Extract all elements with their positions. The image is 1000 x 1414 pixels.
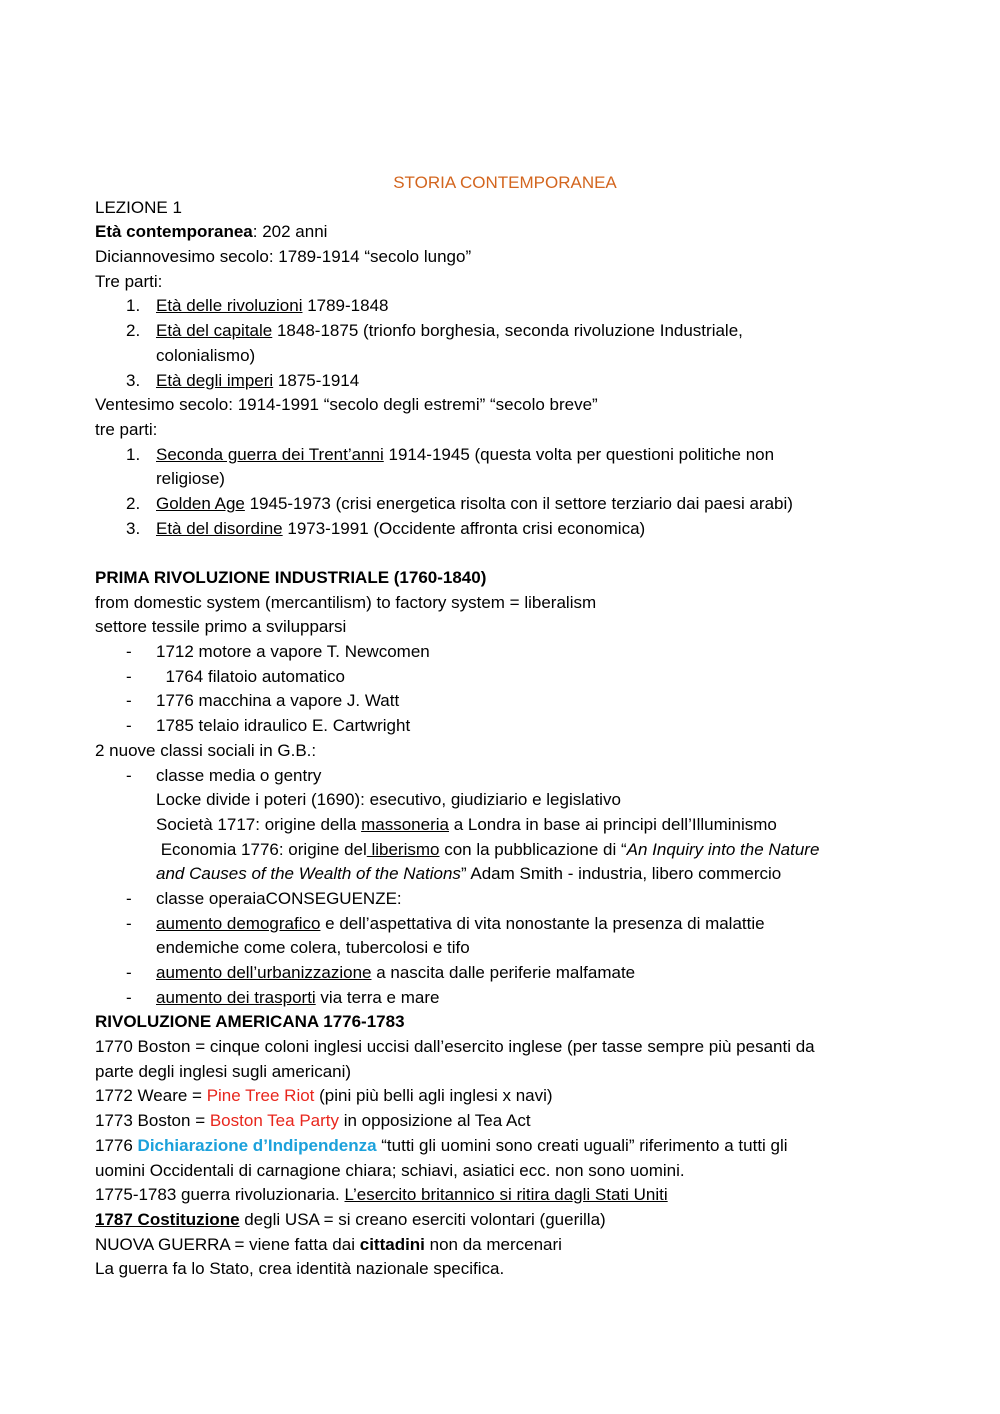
list-item-rest: 1789-1848 [302,296,389,316]
text-span: a Londra in base ai principi dell’Illuminismo [448,814,777,834]
bullet-text: 1776 macchina a vapore J. Watt [156,691,400,711]
bullet-text: e dell’aspettativa di vita nonostante la presenza di malattie [320,913,765,933]
text-span: (pini più belli agli inglesi x navi) [314,1086,553,1106]
bullet-text: a nascita dalle periferie malfamate [371,963,636,982]
text-span: NUOVA GUERRA = viene fatta dai [95,1234,360,1254]
three-parts-label: Tre parti: [95,271,163,291]
list-item [95,492,915,517]
list-number: 3. [126,518,141,538]
bullet-item [95,689,915,714]
dash-marker: - [126,642,132,662]
list-item-underlined: Seconda guerra dei Trent’anni [156,444,384,464]
page-title: STORIA CONTEMPORANEA [393,173,617,192]
dash-marker: - [126,963,132,982]
bold-term: cittadini [359,1234,425,1254]
bullet-text: 1785 telaio idraulico E. Cartwright [156,716,411,736]
underlined-term: L’esercito britannico si ritira dagli Stati Uniti [344,1185,668,1205]
bullet-item [95,665,915,690]
highlight-blue: Dichiarazione d’Indipendenza [137,1135,377,1155]
list-item [95,517,915,542]
twentieth-century-line: Ventesimo secolo: 1914-1991 “secolo degli estremi” “secolo breve” [95,395,598,415]
bold-underlined-term: 1787 Costituzione [95,1209,240,1229]
dash-marker: - [126,888,132,908]
bullet-item [95,640,915,665]
paragraph-line [95,1233,915,1258]
list-item [95,294,915,319]
text-span: Economia 1776: origine del [156,839,367,859]
dash-marker: - [126,691,132,711]
eta-rest: : 202 anni [252,222,328,242]
paragraph-line: La guerra fa lo Stato, crea identità nazionale specifica. [95,1259,505,1279]
bullet-continuation [95,838,915,863]
list-item [95,443,915,468]
list-item-rest: 1973-1991 (Occidente affronta crisi economica) [282,518,646,538]
list-item-underlined: Età delle rivoluzioni [156,296,303,316]
highlight-red: Pine Tree Riot [206,1086,315,1106]
bullet-continuation [95,813,915,838]
bullet-item [95,764,915,789]
three-parts-label: tre parti: [95,419,158,439]
lesson-heading: LEZIONE 1 [95,197,182,217]
text-span: 1772 Weare = [95,1086,207,1106]
bullet-text: classe operaiaCONSEGUENZE: [156,888,402,908]
list-number: 2. [126,321,141,341]
dash-marker: - [126,666,132,686]
nineteenth-century-line: Diciannovesimo secolo: 1789-1914 “secolo lungo” [95,247,472,267]
list-item-continuation: colonialismo) [156,345,256,365]
bullet-text: via terra e mare [315,987,440,1007]
bullet-text: 1712 motore a vapore T. Newcomen [156,642,430,662]
text-span: con la pubblicazione di “ [439,839,627,859]
dash-marker: - [126,913,132,933]
underlined-term: aumento dell’urbanizzazione [156,963,372,982]
bullet-item [95,912,915,937]
bullet-text: 1764 filatoio automatico [156,666,346,686]
paragraph-line [95,1134,915,1159]
text-span: Società 1717: origine della [156,814,362,834]
eta-label: Età contemporanea [95,222,253,242]
text-span: “tutti gli uomini sono creati uguali” riferimento a tutti gli [376,1135,788,1155]
text-span: 1776 [95,1135,138,1155]
bullet-item [95,887,915,912]
list-item-underlined: Età degli imperi [156,370,274,390]
bullet-text: classe media o gentry [156,765,322,785]
dash-marker: - [126,716,132,736]
bullet-continuation: endemiche come colera, tubercolosi e tifo [156,938,470,958]
text-span: ” Adam Smith - industria, libero commercio [460,864,782,884]
text-span: non da mercenari [424,1234,562,1254]
list-item-rest: 1914-1945 (questa volta per questioni politiche non [383,444,775,464]
list-item-rest: 1945-1973 (crisi energetica risolta con il settore terziario dai paesi arabi) [244,493,793,513]
bullet-item [95,986,915,1011]
eta-line [95,220,915,245]
paragraph-line [95,1084,915,1109]
section-heading-american: RIVOLUZIONE AMERICANA 1776-1783 [95,1012,405,1032]
italic-title: An Inquiry into the Nature [626,839,820,859]
list-item-rest: 1875-1914 [273,370,360,390]
list-number: 3. [126,370,141,390]
list-item [95,319,915,344]
paragraph-line: from domestic system (mercantilism) to factory system = liberalism [95,592,597,612]
underlined-term: aumento demografico [156,913,321,933]
list-item [95,369,915,394]
underlined-term: aumento dei trasporti [156,987,316,1007]
section-heading-industrial: PRIMA RIVOLUZIONE INDUSTRIALE (1760-1840) [95,568,487,587]
dash-marker: - [126,987,132,1007]
list-item-continuation: religiose) [156,469,225,489]
paragraph-line: 2 nuove classi sociali in G.B.: [95,740,317,760]
text-span: degli USA = si creano eserciti volontari (guerilla) [239,1209,606,1229]
blank-line [95,541,915,566]
text-span: 1773 Boston = [95,1111,210,1131]
bullet-item [95,961,915,986]
dash-marker: - [126,765,132,785]
bullet-continuation: Locke divide i poteri (1690): esecutivo, giudiziario e legislativo [156,790,621,810]
paragraph-line [95,1208,915,1233]
underlined-term: liberismo [366,839,440,859]
underlined-term: massoneria [361,814,449,834]
paragraph-line [95,1183,915,1208]
text-span: in opposizione al Tea Act [339,1111,531,1131]
list-item-underlined: Golden Age [156,493,245,513]
paragraph-line [95,1109,915,1134]
list-item-underlined: Età del disordine [156,518,283,538]
paragraph-line: settore tessile primo a svilupparsi [95,617,347,637]
paragraph-line: parte degli inglesi sugli americani) [95,1061,352,1081]
text-span: 1775-1783 guerra rivoluzionaria. [95,1185,345,1205]
list-number: 1. [126,444,141,464]
highlight-red: Boston Tea Party [209,1111,339,1131]
italic-title: and Causes of the Wealth of the Nations [156,864,461,884]
paragraph-line: uomini Occidentali di carnagione chiara; schiavi, asiatici ecc. non sono uomini. [95,1160,685,1180]
list-number: 1. [126,296,141,316]
list-number: 2. [126,493,141,513]
bullet-continuation [95,862,915,887]
document-body [95,171,915,1282]
list-item-rest: 1848-1875 (trionfo borghesia, seconda rivoluzione Industriale, [272,321,743,341]
bullet-item [95,714,915,739]
paragraph-line: 1770 Boston = cinque coloni inglesi uccisi dall’esercito inglese (per tasse sempre più pesanti da [95,1037,815,1057]
list-item-underlined: Età del capitale [156,321,273,341]
